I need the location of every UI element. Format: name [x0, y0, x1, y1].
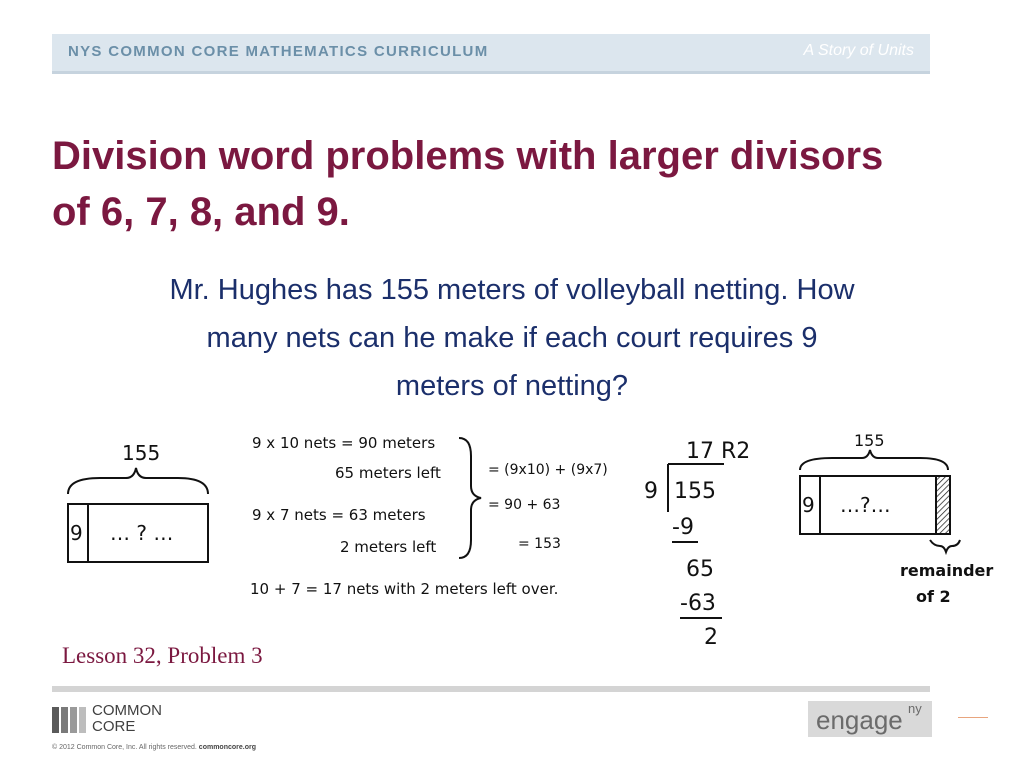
work-line-4: 2 meters left [340, 538, 437, 556]
ld-divisor: 9 [644, 479, 658, 504]
work-line-2: 65 meters left [335, 464, 441, 482]
curly-brace [455, 436, 485, 560]
word-problem [72, 266, 952, 410]
tape2-brace [800, 450, 948, 470]
tape2-total: 155 [854, 431, 885, 450]
tape1-unknown: … ? … [110, 521, 174, 545]
tape2-remainder-segment [936, 476, 950, 534]
title-line-1: Division word problems with larger divisors [52, 134, 884, 178]
footer-divider [52, 686, 930, 692]
engage-superscript: ny [908, 701, 922, 716]
problem-line-3: meters of netting? [395, 370, 629, 402]
problem-line-2: many nets can he make if each court requires 9 [206, 322, 818, 354]
engageny-logo [808, 701, 932, 737]
ld-sub-2: -63 [680, 591, 716, 616]
work-conclusion: 10 + 7 = 17 nets with 2 meters left over. [250, 580, 559, 598]
tape1-brace [68, 468, 208, 494]
tape1-divisor: 9 [70, 521, 83, 545]
problem-line-1: Mr. Hughes has 155 meters of volleyball netting. How [169, 274, 855, 306]
equation-1: = (9x10) + (9x7) [488, 462, 608, 478]
ld-sub-1: -9 [672, 515, 694, 540]
work-line-3: 9 x 7 nets = 63 meters [252, 506, 426, 524]
logo-line-2: CORE [92, 718, 136, 735]
quotient: 17 R2 [686, 439, 751, 464]
equation-2: = 90 + 63 [488, 497, 561, 513]
tape-diagram-2 [792, 426, 998, 612]
equation-3: = 153 [518, 536, 561, 552]
copyright-site: commoncore.org [198, 744, 256, 751]
tape2-unknown: …?… [840, 493, 891, 517]
common-core-logo-icon [52, 707, 86, 733]
tape-diagram-1 [60, 432, 220, 572]
ld-rem-1: 65 [686, 557, 714, 582]
tape1-total: 155 [122, 441, 161, 465]
logo-line-1: COMMON [92, 702, 162, 719]
ld-rem-2: 2 [704, 625, 718, 650]
tape2-small-brace [930, 540, 960, 552]
lesson-caption: Lesson 32, Problem 3 [62, 643, 263, 668]
tape2-divisor: 9 [802, 493, 815, 517]
engage-wordmark: engage [816, 705, 903, 735]
remainder-label-1: remainder [900, 561, 994, 580]
slide-title [52, 128, 992, 240]
copyright-text: © 2012 Common Core, Inc. All rights reserved. [52, 744, 197, 751]
header-bar [52, 34, 930, 74]
ld-dividend: 155 [674, 479, 716, 504]
copyright-notice [52, 744, 256, 751]
curriculum-label: NYS COMMON CORE MATHEMATICS CURRICULUM [68, 43, 489, 60]
story-label: A Story of Units [803, 42, 914, 59]
remainder-label-2: of 2 [916, 587, 951, 606]
long-division [636, 430, 776, 652]
work-line-1: 9 x 10 nets = 90 meters [252, 434, 436, 452]
decorative-tick [958, 717, 988, 718]
title-line-2: of 6, 7, 8, and 9. [52, 190, 350, 234]
common-core-wordmark [92, 703, 162, 735]
